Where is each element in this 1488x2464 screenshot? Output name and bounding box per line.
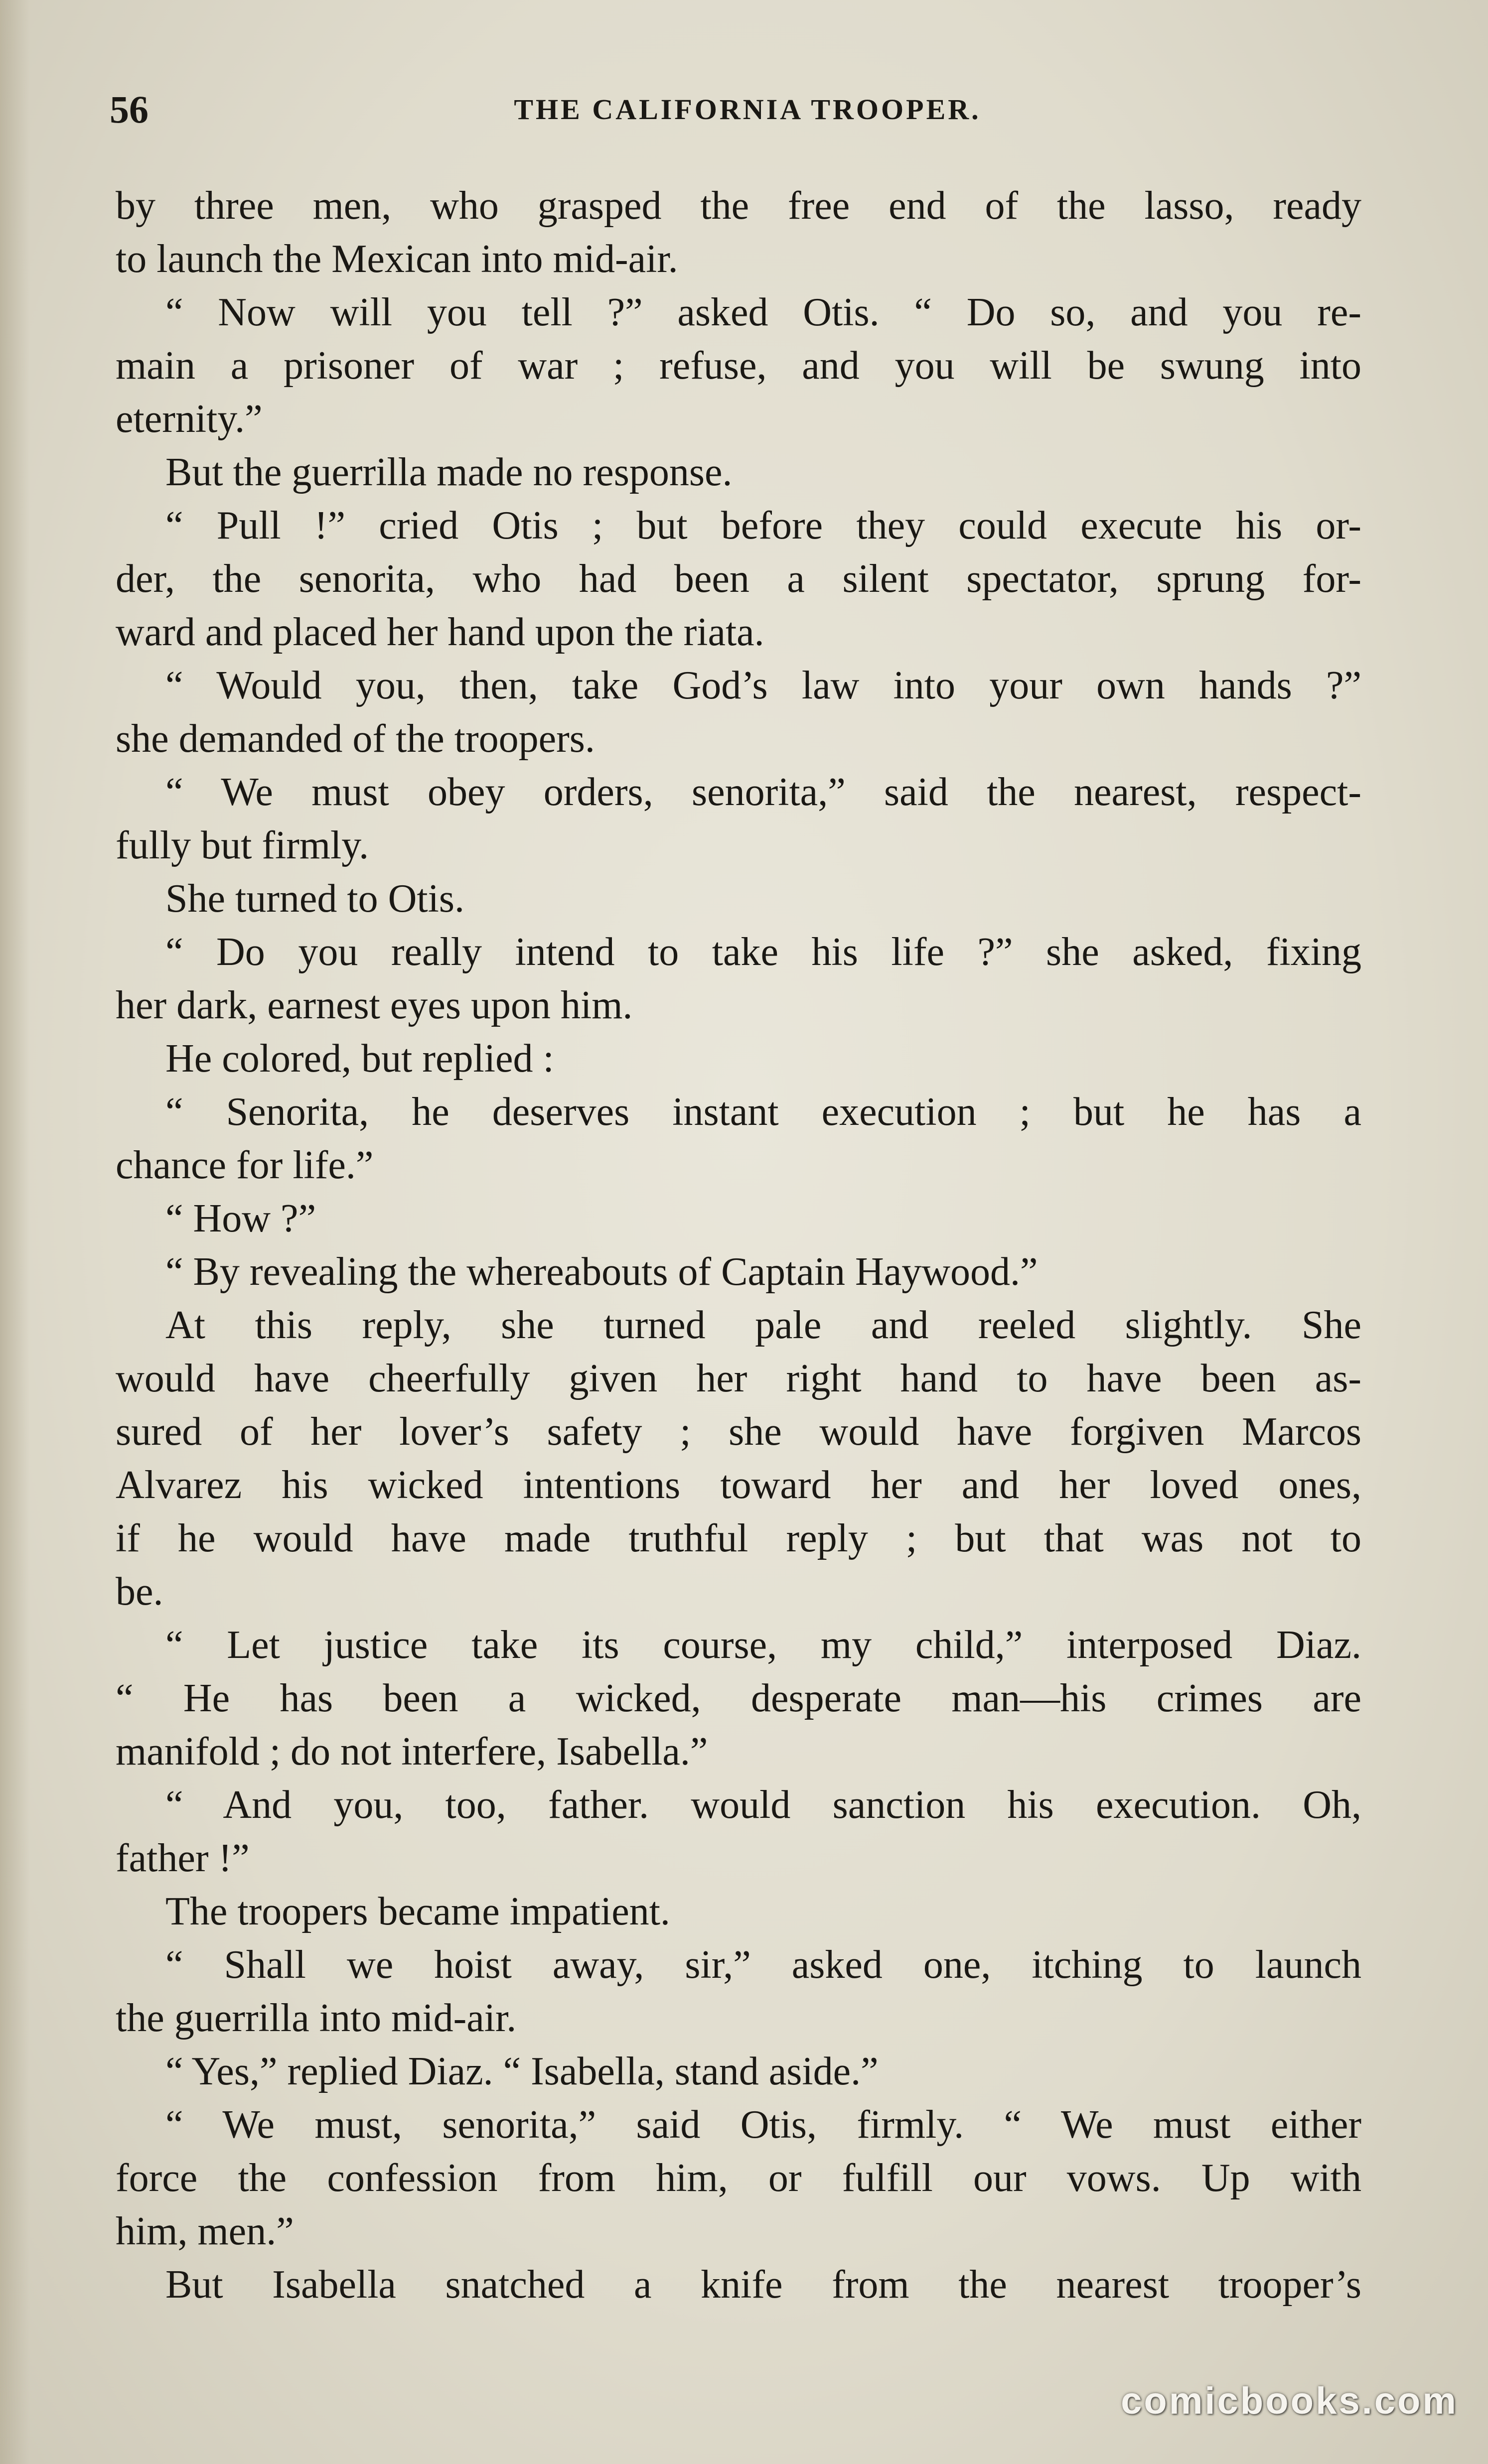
text-line: manifold ; do not interfere, Isabella.” bbox=[116, 1730, 708, 1774]
text-line: by three men, who grasped the free end of the lasso, ready bbox=[116, 184, 1361, 228]
text-line: But the guerrilla made no response. bbox=[165, 450, 733, 494]
text-line: Alvarez his wicked intentions toward her and her loved ones, bbox=[116, 1463, 1361, 1507]
text-line: him, men.” bbox=[116, 2209, 294, 2253]
text-line: She turned to Otis. bbox=[165, 877, 464, 921]
text-line: ward and placed her hand upon the riata. bbox=[116, 610, 764, 654]
text-line: chance for life.” bbox=[116, 1143, 374, 1187]
text-line: “ Senorita, he deserves instant execution ; but he has a bbox=[165, 1090, 1361, 1134]
text-line: to launch the Mexican into mid-air. bbox=[116, 237, 678, 281]
text-line: He colored, but replied : bbox=[165, 1037, 554, 1081]
text-line: if he would have made truthful reply ; but that was not to bbox=[116, 1516, 1361, 1560]
text-line: der, the senorita, who had been a silent spectator, sprung for- bbox=[116, 557, 1361, 601]
text-line: “ And you, too, father. would sanction his execution. Oh, bbox=[165, 1783, 1361, 1827]
text-line: her dark, earnest eyes upon him. bbox=[116, 983, 633, 1027]
text-line: “ How ?” bbox=[165, 1197, 316, 1240]
text-line: would have cheerfully given her right hand to have been as- bbox=[116, 1357, 1361, 1400]
text-line: the guerrilla into mid-air. bbox=[116, 1996, 517, 2040]
text-line: fully but firmly. bbox=[116, 823, 369, 867]
text-line: force the confession from him, or fulfill our vows. Up with bbox=[116, 2156, 1361, 2200]
text-line: “ Would you, then, take God’s law into your own hands ?” bbox=[165, 664, 1361, 707]
body-text bbox=[116, 179, 1361, 2312]
page-header bbox=[110, 80, 1385, 139]
text-line: “ Now will you tell ?” asked Otis. “ Do so, and you re- bbox=[165, 290, 1361, 334]
watermark: comicbooks.com bbox=[1121, 2380, 1458, 2422]
text-line: “ Let justice take its course, my child,” interposed Diaz. bbox=[165, 1623, 1361, 1667]
text-line: At this reply, she turned pale and reeled slightly. She bbox=[165, 1303, 1361, 1347]
text-line: “ Shall we hoist away, sir,” asked one, itching to launch bbox=[165, 1943, 1361, 1987]
text-line: eternity.” bbox=[116, 397, 263, 441]
text-line: “ Pull !” cried Otis ; but before they could execute his or- bbox=[165, 504, 1361, 548]
page-number: 56 bbox=[110, 88, 149, 131]
text-line: father !” bbox=[116, 1836, 250, 1880]
text-line: she demanded of the troopers. bbox=[116, 717, 595, 761]
text-line: “ Yes,” replied Diaz. “ Isabella, stand aside.” bbox=[165, 2050, 879, 2093]
text-line: “ He has been a wicked, desperate man—his crimes are bbox=[116, 1676, 1361, 1720]
text-line: sured of her lover’s safety ; she would have forgiven Marcos bbox=[116, 1410, 1361, 1454]
text-line: be. bbox=[116, 1570, 163, 1614]
text-line: But Isabella snatched a knife from the nearest trooper’s bbox=[165, 2263, 1361, 2307]
text-line: “ By revealing the whereabouts of Captain Haywood.” bbox=[165, 1250, 1038, 1294]
text-line: “ We must, senorita,” said Otis, firmly. “ We must either bbox=[165, 2103, 1361, 2147]
text-line: The troopers became impatient. bbox=[165, 1890, 670, 1933]
text-line: “ Do you really intend to take his life ?” she asked, fixing bbox=[165, 930, 1361, 974]
page-edge-shadow bbox=[0, 0, 30, 2464]
text-line: “ We must obey orders, senorita,” said the nearest, respect- bbox=[165, 770, 1361, 814]
text-line: main a prisoner of war ; refuse, and you will be swung into bbox=[116, 344, 1361, 388]
running-head: THE CALIFORNIA TROOPER. bbox=[514, 93, 981, 126]
